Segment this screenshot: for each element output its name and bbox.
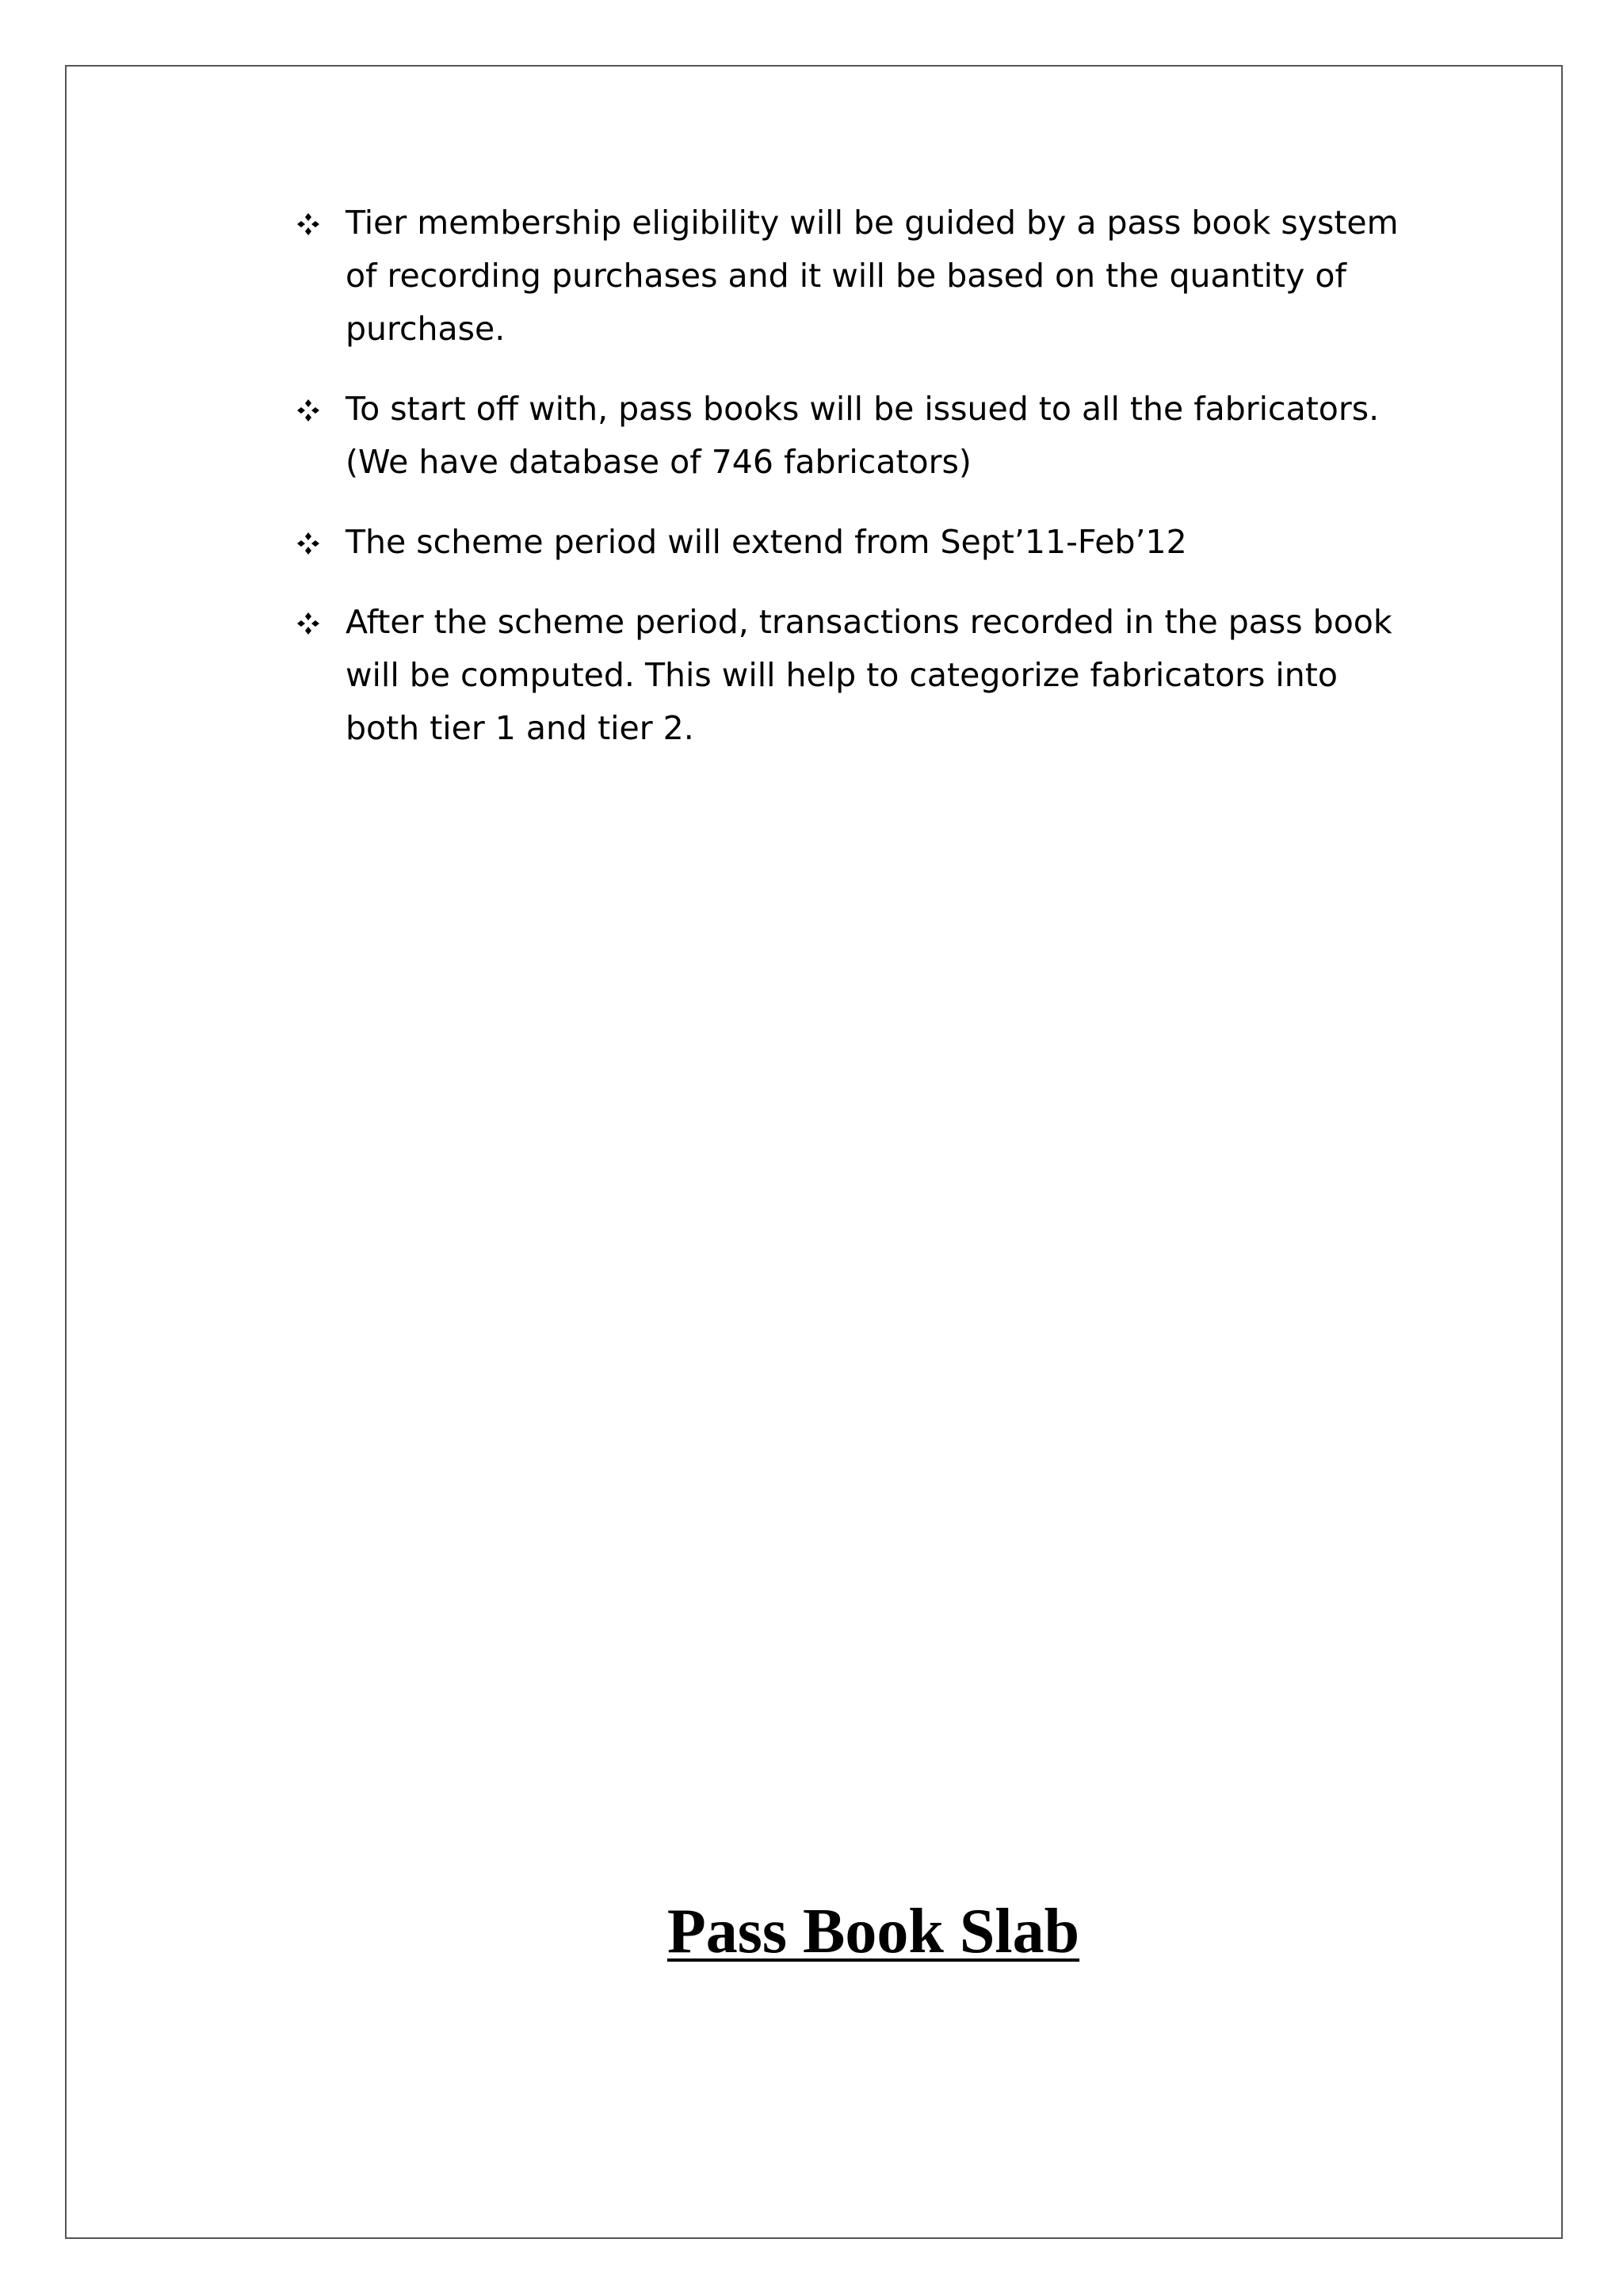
list-item-text: The scheme period will extend from Sept’11-Feb’12 bbox=[346, 523, 1187, 561]
list-item-text: After the scheme period, transactions recorded in the pass book will be computed. This will help to categorize fabricators into both tier 1 and tier 2. bbox=[346, 603, 1392, 747]
list-item-text: Tier membership eligibility will be guided by a pass book system of recording purchases and it will be based on the quantity of purchase. bbox=[346, 204, 1399, 348]
four-diamond-bullet-icon bbox=[296, 399, 320, 422]
four-diamond-bullet-icon bbox=[296, 612, 320, 635]
four-diamond-bullet-icon bbox=[296, 532, 320, 555]
list-item bbox=[295, 596, 1420, 755]
section-title: Pass Book Slab bbox=[666, 1897, 1080, 1966]
list-item-text: To start off with, pass books will be issued to all the fabricators. (We have database of 746 fabricators) bbox=[346, 390, 1380, 481]
four-diamond-bullet-icon bbox=[296, 212, 320, 236]
list-item bbox=[295, 196, 1420, 356]
list-item bbox=[295, 516, 1420, 569]
bullet-list bbox=[295, 196, 1420, 782]
list-item bbox=[295, 383, 1420, 489]
